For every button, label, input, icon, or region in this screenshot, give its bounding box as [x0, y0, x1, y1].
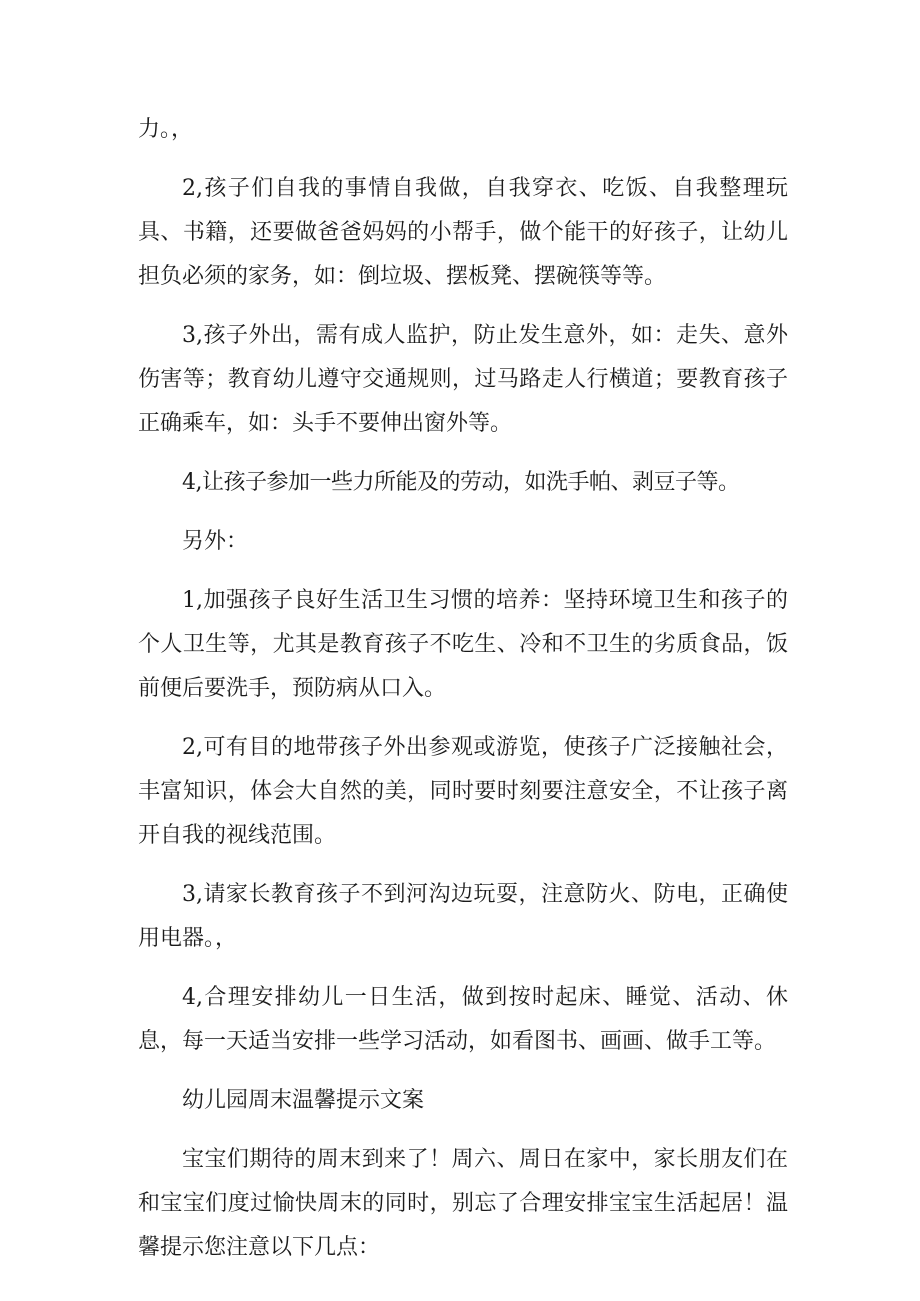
document-body — [138, 108, 788, 1285]
paragraph-additionally-heading: 另外： — [182, 529, 249, 554]
paragraph-item-2-self-care: 2,孩子们自我的事情自我做，自我穿衣、吃饭、自我整理玩具、书籍，还要做爸爸妈妈的小帮手，做个能干的好孩子，让幼儿担负必须的家务，如：倒垃圾、摆板凳、摆碗筷等等。 — [138, 176, 788, 289]
paragraph-item-4-daily-schedule: 4,合理安排幼儿一日生活，做到按时起床、睡觉、活动、休息，每一天适当安排一些学习活动，如看图书、画画、做手工等。 — [138, 985, 788, 1054]
paragraph-item-3-outing-safety: 3,孩子外出，需有成人监护，防止发生意外，如：走失、意外伤害等；教育幼儿遵守交通规则，过马路走人行横道；要教育孩子正确乘车，如：头手不要伸出窗外等。 — [138, 323, 788, 436]
paragraph-continuation: 力。， — [138, 117, 194, 142]
paragraph-item-4-chores: 4,让孩子参加一些力所能及的劳动，如洗手帕、剥豆子等。 — [182, 470, 740, 495]
section-title: 幼儿园周末温馨提示文案 — [182, 1088, 425, 1113]
paragraph-item-3-fire-electric-safety: 3,请家长教育孩子不到河沟边玩耍，注意防火、防电，正确使用电器。， — [138, 882, 788, 951]
paragraph-item-1-hygiene: 1,加强孩子良好生活卫生习惯的培养：坚持环境卫生和孩子的个人卫生等，尤其是教育孩子不吃生、冷和不卫生的劣质食品，饭前便后要洗手，预防病从口入。 — [138, 588, 788, 701]
paragraph-item-2-outings: 2,可有目的地带孩子外出参观或游览，使孩子广泛接触社会，丰富知识，体会大自然的美，同时要时刻要注意安全，不让孩子离开自我的视线范围。 — [138, 735, 788, 848]
paragraph-weekend-intro: 宝宝们期待的周末到来了！周六、周日在家中，家长朋友们在和宝宝们度过愉快周末的同时，别忘了合理安排宝宝生活起居！温馨提示您注意以下几点： — [138, 1147, 788, 1260]
